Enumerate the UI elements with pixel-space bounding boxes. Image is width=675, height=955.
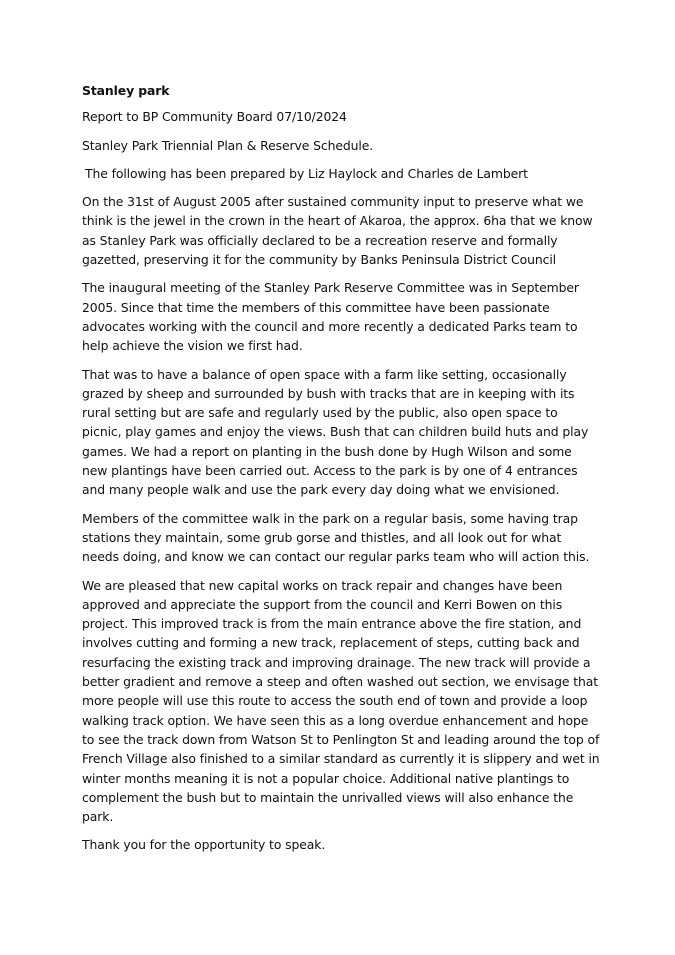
paragraph-gazetted: On the 31st of August 2005 after sustained community input to preserve what we think is the jewel in the crown in the heart of Akaroa, the approx. 6ha that we know as Stanley Park was officially declared to be a recreation reserve and formally gazetted, preserving it for the community by Banks Peninsula District Council xyxy=(82,194,593,268)
paragraph-vision: That was to have a balance of open space with a farm like setting, occasionally grazed by sheep and surrounded by bush with tracks that are in keeping with its rural setting but are safe and regularly used by the public, also open space to picnic, play games and enjoy the views. Bush that can children build huts and play games. We had a report on planting in the bush done by Hugh Wilson and some new plantings have been carried out. Access to the park is by one of 4 entrances and many people walk and use the park every day doing what we envisioned. xyxy=(82,366,589,498)
paragraph-capital-works: We are pleased that new capital works on track repair and changes have been approved and appreciate the support from the council and Kerri Bowen on this project. This improved track is from the main entrance above the fire station, and involves cutting and forming a new track, replacement of steps, cutting back and resurfacing the existing track and improving drainage. The new track will provide a better gradient and remove a steep and often washed out section, we envisage that more people will use this route to access the south end of town and provide a loop walking track option. We have seen this as a long overdue enhancement and hope to see the track down from Watson St to Penlington St and leading around the top of French Village also finished to a similar standard as currently it is slippery and wet in winter months meaning it is not a popular choice. Additional native plantings to complement the bush but to maintain the unrivalled views will also enhance the park. xyxy=(82,577,600,825)
paragraph-members: Members of the committee walk in the park on a regular basis, some having trap stations they maintain, some grub gorse and thistles, and all look out for what needs doing, and know we can contact our regular parks team who will action this. xyxy=(82,510,590,565)
report-line: Report to BP Community Board 07/10/2024 xyxy=(82,109,347,125)
document-title: Stanley park xyxy=(82,83,170,98)
plan-line: Stanley Park Triennial Plan & Reserve Schedule. xyxy=(82,137,374,153)
document-page xyxy=(82,81,600,864)
paragraph-committee: The inaugural meeting of the Stanley Park Reserve Committee was in September 2005. Since that time the members of this committee have been passionate advocates working with the council and more recently a dedicated Parks team to help achieve the vision we first had. xyxy=(82,280,579,354)
prepared-by-line: The following has been prepared by Liz Haylock and Charles de Lambert xyxy=(85,165,528,181)
closing-line: Thank you for the opportunity to speak. xyxy=(82,837,326,853)
